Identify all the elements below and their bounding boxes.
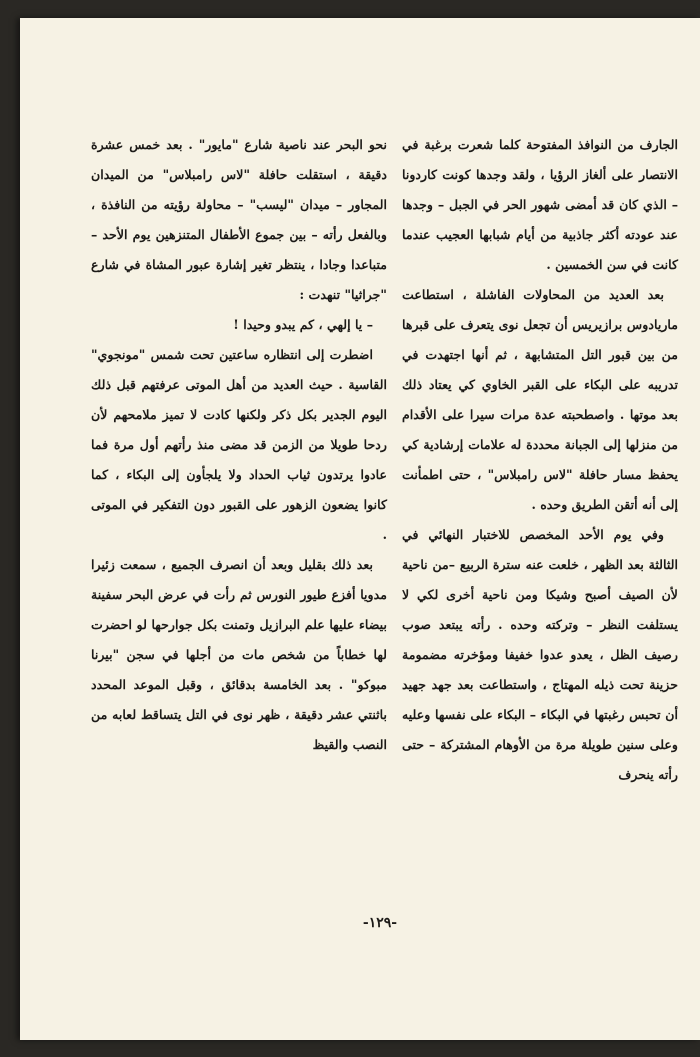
paragraph: اضطرت إلى انتظاره ساعتين تحت شمس "مونجوي" القاسية . حيث العديد من أهل الموتى عرفتهم قبل ذلك اليوم الجدير بكل ذكر ولكنها كادت لا تميز ملامحهم لأن ردحا طويلا من الزمن قد مضى منذ رأتهم أول مرة فما عادوا يرتدون ثياب الحداد ولا يلجأون إلى البكاء ، كما كانوا يضعون الزهور على القبور دون التفكير في الموتى . bbox=[91, 347, 387, 542]
page-number: -١٢٩- bbox=[362, 915, 398, 931]
paragraph: بعد ذلك بقليل وبعد أن انصرف الجميع ، سمعت زئيرا مدويا أفزع طيور النورس ثم رأت في عرض البحر سفينة بيضاء عليها علم البرازيل وتمنت بكل جوارحها لو احضرت لها خطاباً من شخص مات من أجلها في سجن "بيرنا مبوكو" . بعد الخامسة بدقائق ، وقبل الموعد المحدد باثنتي عشر دقيقة ، ظهر نوى في التل يتساقط لعابه من النصب والقيظ bbox=[91, 557, 387, 752]
paragraph: – يا إلهي ، كم يبدو وحيدا ! bbox=[233, 317, 373, 332]
right-column bbox=[402, 130, 678, 790]
paragraph: بعد العديد من المحاولات الفاشلة ، استطاعت ماريادوس برازيريس أن تجعل نوى يتعرف على قبرها من بين قبور التل المتشابهة ، ثم أنها اجتهدت في تدريبه على البكاء على القبر الخاوي كي يعتاد ذلك بعد موتها . واصطحبته عدة مرات سيرا على الأقدام من منزلها إلى الجبانة محددة له علامات إرشادية كي يحفظ مسار حافلة "لاس رامبلاس" ، حتى اطمأنت إلى أنه أتقن الطريق وحده . bbox=[402, 287, 678, 512]
paragraph: نحو البحر عند ناصية شارع "مايور" . بعد خمس عشرة دقيقة ، استقلت حافلة "لاس رامبلاس" من الميدان المجاور – ميدان "ليسب" – محاولة رؤيته من النافذة ، وبالفعل رأته – بين جموع الأطفال المتنزهين يوم الأحد – متباعدا وجادا ، ينتظر تغير إشارة عبور المشاة في شارع "جراثيا" تنهدت : bbox=[91, 137, 387, 302]
paragraph: وفي يوم الأحد المخصص للاختبار النهائي في الثالثة بعد الظهر ، خلعت عنه سترة الربيع –من ناحية لأن الصيف أصبح وشيكا ومن ناحية أخرى لكي لا يستلفت النظر – وتركته وحده . رأته يبتعد صوب رصيف الظل ، يعدو عدوا خفيفا ومؤخرته مضمومة حزينة تحت ذيله المهتاج ، واستطاعت بعد جهد جهيد أن تحبس رغبتها في البكاء – البكاء على نفسها وعليه وعلى سنين طويلة مرة من الأوهام المشتركة – حتى رأته ينحرف bbox=[402, 527, 678, 782]
left-column bbox=[91, 130, 387, 760]
paragraph: الجارف من النوافذ المفتوحة كلما شعرت برغبة في الانتصار على ألغاز الرؤيا ، ولقد وجدها كونت كاردونا – الذي كان قد أمضى شهور الحر في الجبل – وجدها عند عودته أكثر جاذبية من أيام شبابها العجيب عندما كانت في سن الخمسين . bbox=[402, 137, 678, 272]
